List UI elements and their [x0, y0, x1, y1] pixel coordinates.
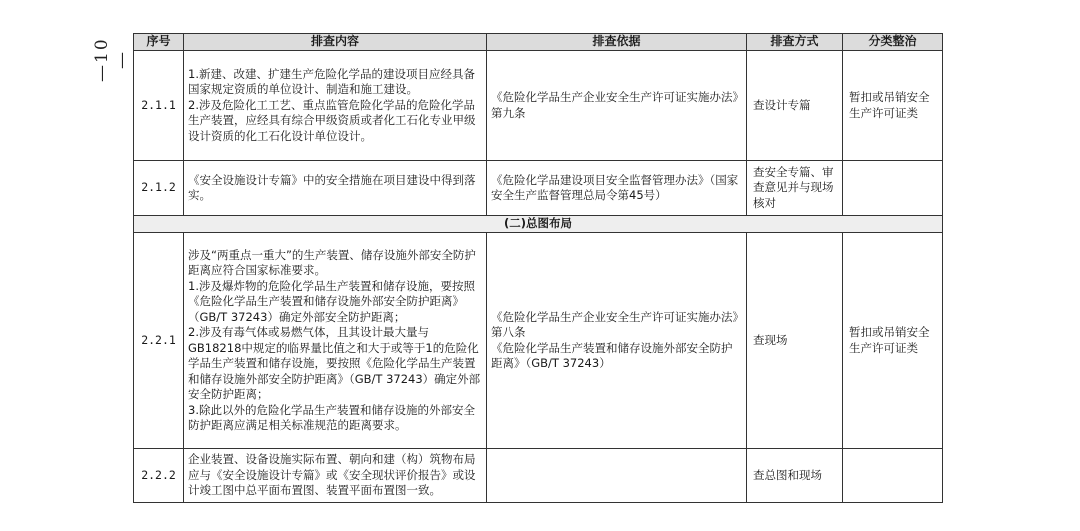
content-line: 3.除此以外的危险化学品生产装置和储存设施的外部安全防护距离应满足相关标准规范的距离要求。 [188, 402, 475, 432]
row-seq: 2.2.2 [134, 449, 184, 503]
page-number: —10— [92, 37, 132, 83]
table-row [134, 161, 943, 216]
row-method: 查现场 [747, 233, 843, 449]
section-row [134, 216, 943, 233]
row-method: 查安全专篇、审查意见并与现场核对 [747, 161, 843, 216]
header-basis: 排查依据 [487, 34, 747, 51]
content-line: 1.新建、改建、扩建生产危险化学品的建设项目应经具备国家规定资质的单位设计、制造和施工建设。 [188, 66, 475, 97]
table-row [134, 51, 943, 161]
row-method: 查总图和现场 [747, 449, 843, 503]
row-category: 暂扣或吊销安全生产许可证类 [843, 233, 943, 449]
basis-line: 《危险化学品生产企业安全生产许可证实施办法》第八条 [491, 309, 739, 339]
row-seq: 2.1.1 [134, 51, 184, 161]
row-content [184, 51, 487, 161]
basis-line: 《危险化学品生产装置和储存设施外部安全防护距离》（GB/T 37243） [491, 340, 733, 370]
row-category [843, 449, 943, 503]
inspection-table [133, 33, 943, 503]
content-line: 2.涉及有毒气体或易燃气体，且其设计最大量与GB18218中规定的临界量比值之和大于或等于1的危险化学品生产装置和储存设施，要按照《危险化学品生产装置和储存设施外部安全防护距离》（GB/T 37243）确定外部安全防护距离； [188, 325, 481, 401]
row-content [184, 449, 487, 503]
header-category: 分类整治 [843, 34, 943, 51]
row-basis [487, 51, 747, 161]
row-content [184, 161, 487, 216]
row-basis [487, 233, 747, 449]
table-row [134, 449, 943, 503]
header-seq: 序号 [134, 34, 184, 51]
row-category: 暂扣或吊销安全生产许可证类 [843, 51, 943, 161]
row-basis [487, 449, 747, 503]
header-content: 排查内容 [184, 34, 487, 51]
row-method: 查设计专篇 [747, 51, 843, 161]
content-line: 《安全设施设计专篇》中的安全措施在项目建设中得到落实。 [188, 172, 476, 202]
content-line: 涉及“两重点一重大”的生产装置、储存设施外部安全防护距离应符合国家标准要求。 [188, 247, 476, 277]
basis-line: 《危险化学品生产企业安全生产许可证实施办法》第九条 [491, 90, 739, 120]
table-header-row [134, 34, 943, 51]
basis-line: 《危险化学品建设项目安全监督管理办法》（国家安全生产监督管理总局令第45号） [491, 172, 739, 202]
section-title: (二)总图布局 [134, 216, 943, 233]
row-seq: 2.2.1 [134, 233, 184, 449]
header-method: 排查方式 [747, 34, 843, 51]
row-category [843, 161, 943, 216]
content-line: 1.涉及爆炸物的危险化学品生产装置和储存设施，要按照《危险化学品生产装置和储存设施外部安全防护距离》（GB/T 37243）确定外部安全防护距离； [188, 278, 475, 324]
row-content [184, 233, 487, 449]
row-basis [487, 161, 747, 216]
table-row [134, 233, 943, 449]
content-line: 企业装置、设备设施实际布置、朝向和建（构）筑物布局应与《安全设施设计专篇》或《安全现状评价报告》或设计竣工图中总平面布置图、装置平面布置图一致。 [188, 452, 476, 498]
content-line: 2.涉及危险化工工艺、重点监管危险化学品的危险化学品生产装置，应经具有综合甲级资质或者化工石化专业甲级设计资质的化工石化设计单位设计。 [188, 97, 476, 143]
row-seq: 2.1.2 [134, 161, 184, 216]
